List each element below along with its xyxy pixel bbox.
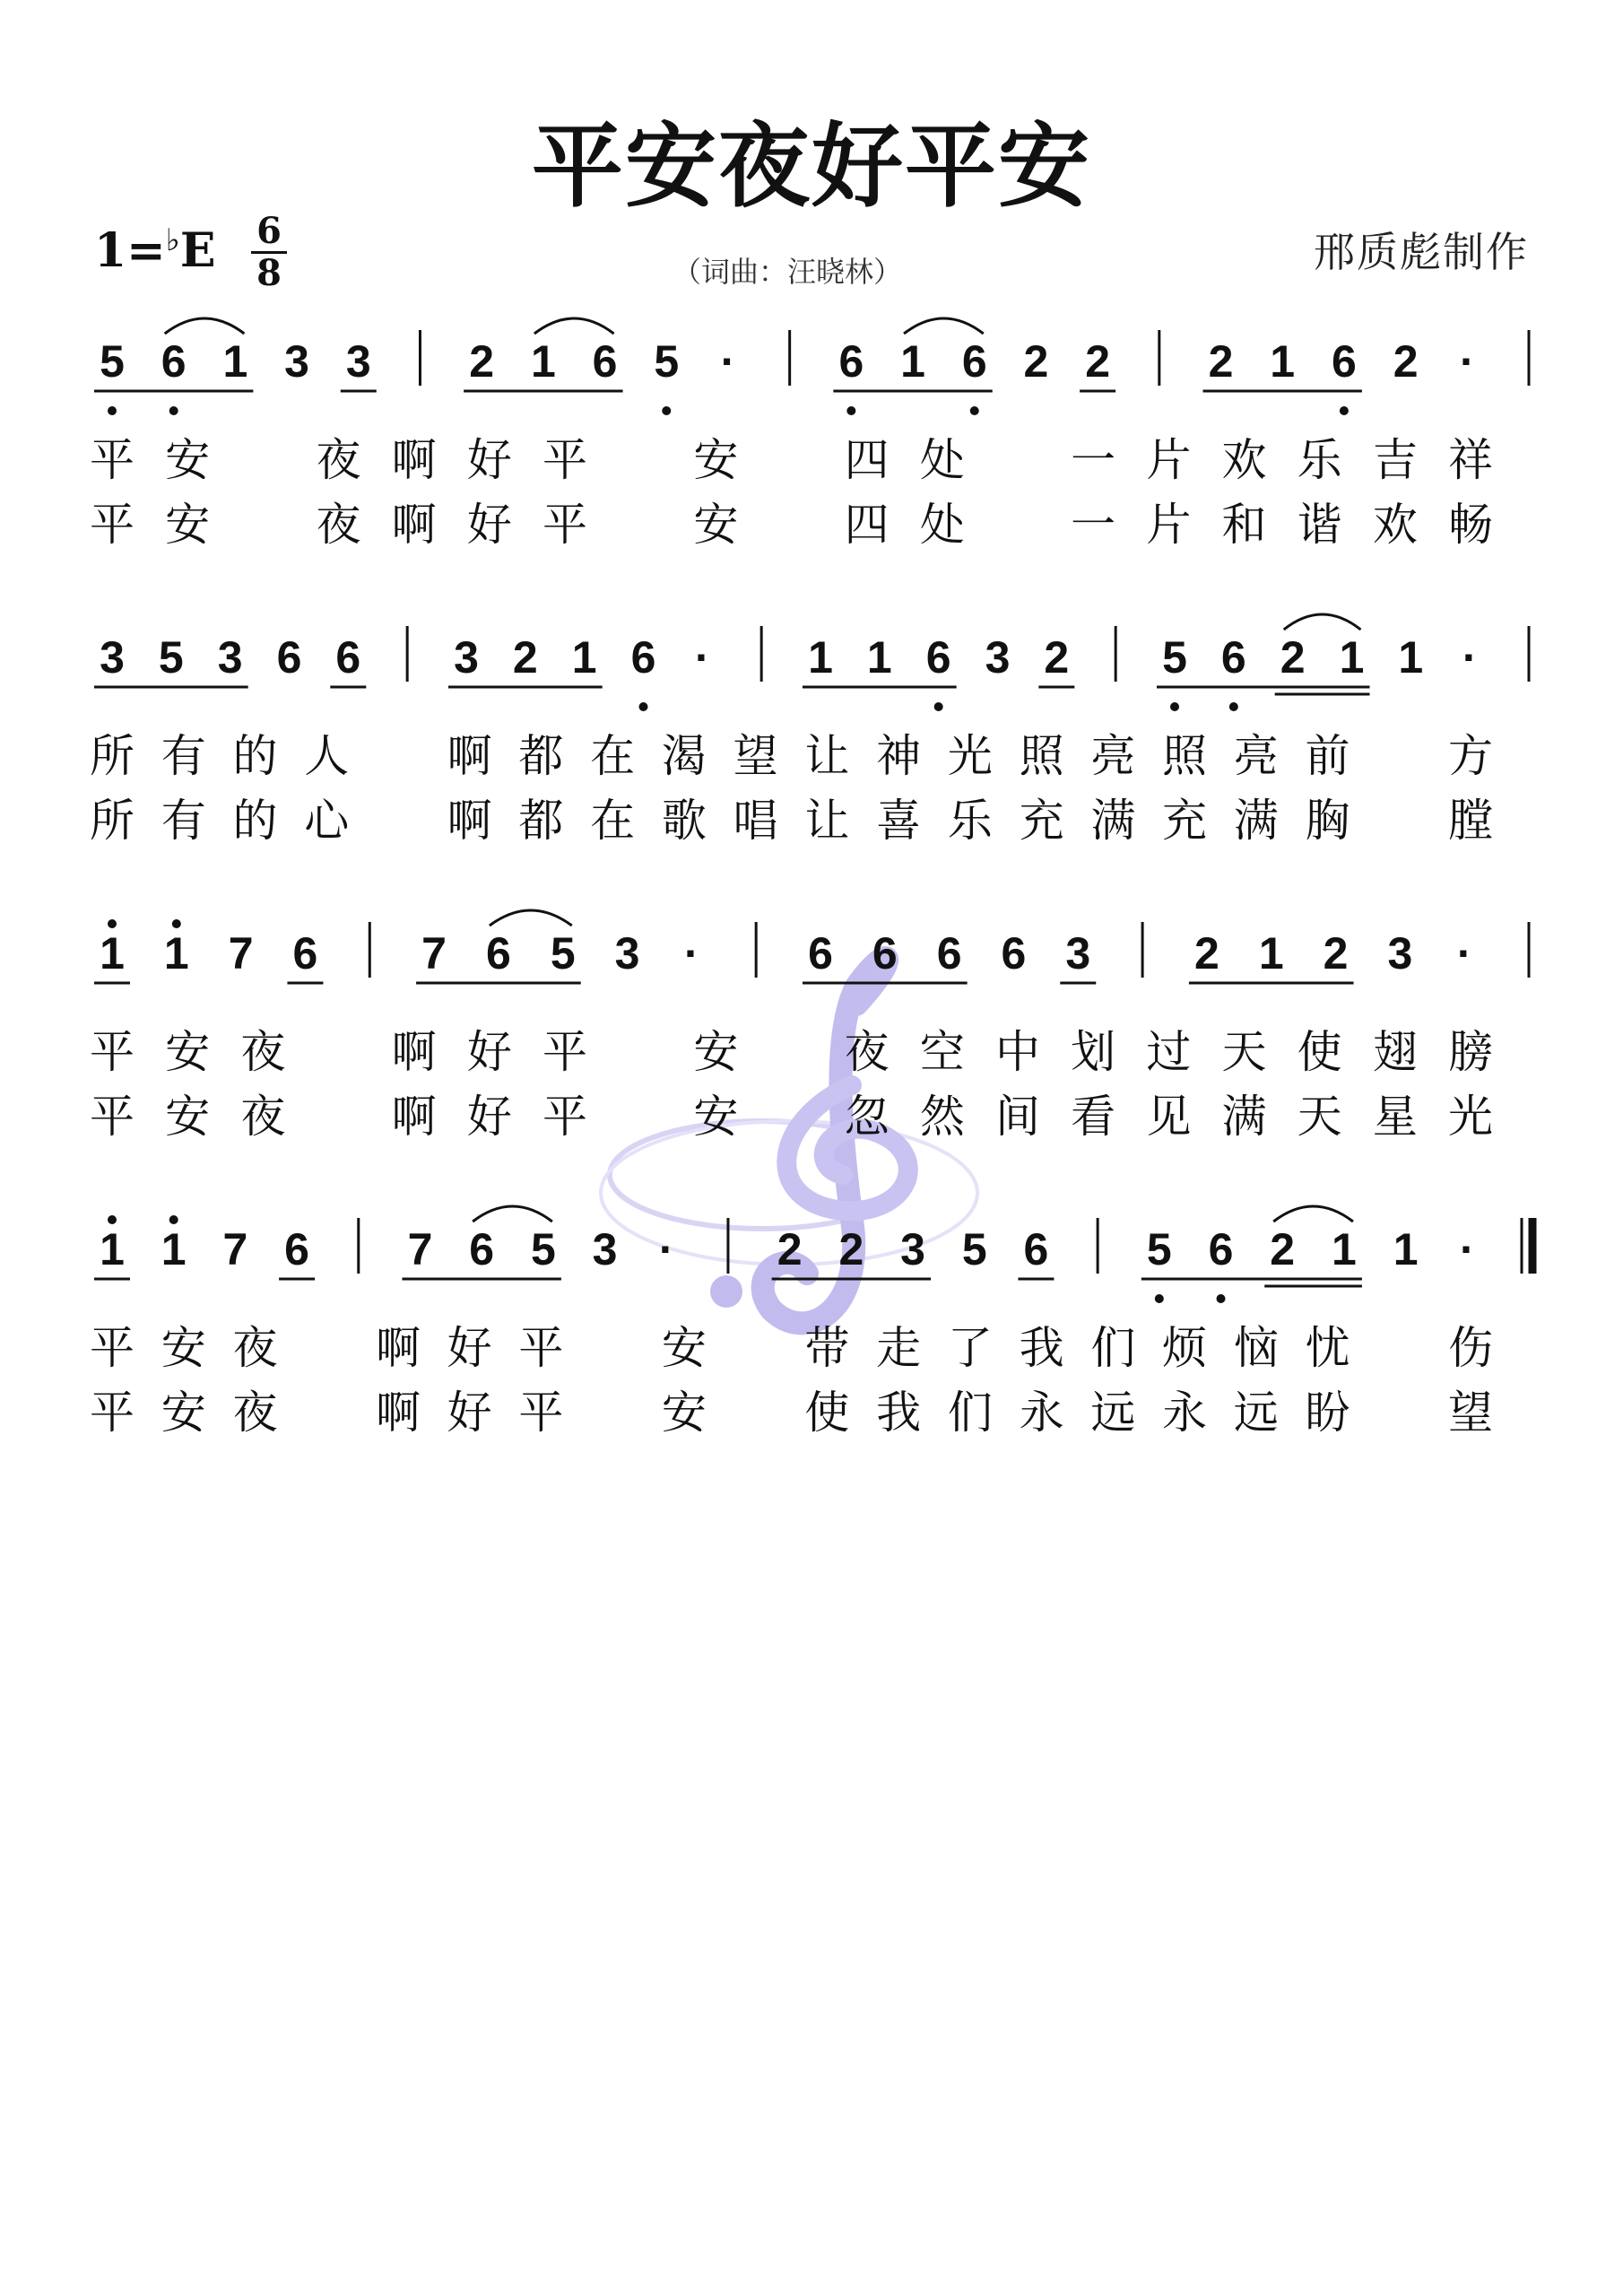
note: 1	[1258, 928, 1284, 978]
note: 7	[421, 928, 447, 978]
note: 6	[1001, 928, 1027, 978]
low-octave-dot	[169, 406, 178, 415]
lyric-verse2: 望	[1448, 1387, 1493, 1439]
lyric-verse2: 唱	[733, 795, 778, 847]
lyric-verse1: 乐	[1297, 434, 1342, 486]
lyric-verse1: 照	[1162, 730, 1208, 782]
note: 2	[1270, 1224, 1296, 1274]
note: 1	[100, 928, 125, 978]
lyric-verse2: 们	[947, 1387, 993, 1439]
lyric-verse1: 安	[165, 434, 211, 486]
note: 5	[530, 1224, 556, 1274]
note: 6	[872, 928, 898, 978]
low-octave-dot	[846, 406, 855, 415]
note: 6	[936, 928, 962, 978]
lyric-verse2: 平	[518, 1387, 564, 1439]
note: ·	[1459, 336, 1475, 387]
lyric-verse1: 了	[947, 1322, 993, 1374]
time-bottom: 8	[256, 252, 282, 294]
lyric-verse2: 满	[1221, 1091, 1267, 1143]
lyric-verse1: 平	[542, 434, 587, 486]
note: 3	[217, 632, 243, 683]
lyric-verse2: 啊	[447, 795, 492, 847]
slur	[534, 318, 614, 334]
note: 3	[1065, 928, 1091, 978]
lyric-verse1: 平	[518, 1322, 564, 1374]
note: 2	[1393, 336, 1419, 387]
note: 3	[284, 336, 309, 387]
note: 1	[1332, 1224, 1357, 1274]
low-octave-dot	[970, 406, 979, 415]
lyric-verse1: 啊	[391, 1026, 437, 1078]
lyric-verse1: 平	[542, 1026, 587, 1078]
lyric-verse2: 啊	[391, 499, 437, 551]
note: 2	[1044, 632, 1070, 683]
lyric-verse1: 的	[232, 730, 278, 782]
lyric-verse2: 平	[90, 1387, 135, 1439]
note: 6	[1332, 336, 1357, 387]
lyric-verse1: 翅	[1372, 1026, 1418, 1078]
lyric-verse1: 烦	[1162, 1322, 1208, 1374]
note: 1	[808, 632, 833, 683]
lyric-verse1: 中	[995, 1026, 1040, 1078]
low-octave-dot	[1217, 1294, 1226, 1303]
lyric-verse2: 好	[447, 1387, 492, 1439]
lyric-verse1: 划	[1071, 1026, 1116, 1078]
note: 6	[276, 632, 302, 683]
lyric-verse2: 永	[1019, 1387, 1064, 1439]
note: 3	[454, 632, 479, 683]
lyric-verse2: 安	[165, 1091, 211, 1143]
lyric-verse1: 安	[661, 1322, 707, 1374]
note: 2	[1323, 928, 1349, 978]
lyric-verse2: 膛	[1448, 795, 1493, 847]
notation-row	[90, 614, 1529, 847]
lyric-verse2: 盼	[1305, 1387, 1350, 1439]
note: ·	[1456, 928, 1472, 978]
high-octave-dot	[108, 919, 117, 928]
lyric-verse2: 安	[661, 1387, 707, 1439]
key-letter: E	[179, 223, 216, 278]
note: 6	[469, 1224, 495, 1274]
lyric-verse2: 星	[1372, 1091, 1418, 1143]
lyric-verse1: 望	[733, 730, 778, 782]
note: 6	[1023, 1224, 1049, 1274]
time-top: 6	[256, 210, 282, 252]
lyric-verse2: 处	[919, 499, 965, 551]
low-octave-dot	[662, 406, 671, 415]
lyric-verse1: 忧	[1305, 1322, 1350, 1374]
lyric-verse1: 我	[1019, 1322, 1064, 1374]
lyric-verse1: 啊	[447, 730, 492, 782]
note: 3	[1387, 928, 1413, 978]
lyric-verse1: 好	[466, 1026, 512, 1078]
lyric-verse1: 膀	[1448, 1026, 1493, 1078]
note: 2	[512, 632, 538, 683]
note: 5	[1146, 1224, 1172, 1274]
lyric-verse2: 然	[919, 1091, 965, 1143]
lyric-verse2: 乐	[947, 795, 993, 847]
lyric-verse2: 欢	[1372, 499, 1418, 551]
lyric-verse1: 有	[161, 730, 206, 782]
lyric-verse2: 天	[1297, 1091, 1342, 1143]
key-prefix: 1=	[94, 223, 166, 278]
lyric-verse1: 安	[161, 1322, 206, 1374]
lyric-verse1: 渴	[661, 730, 707, 782]
note: 1	[530, 336, 556, 387]
high-octave-dot	[169, 1215, 178, 1224]
note: 5	[961, 1224, 987, 1274]
lyric-verse2: 谐	[1297, 499, 1342, 551]
lyric-verse1: 平	[90, 434, 135, 486]
note: ·	[695, 632, 710, 683]
note: 1	[1398, 632, 1424, 683]
lyric-verse2: 远	[1233, 1387, 1279, 1439]
lyric-verse2: 有	[161, 795, 206, 847]
lyric-verse2: 好	[466, 499, 512, 551]
note: ·	[1459, 1224, 1475, 1274]
maker-name: 邢质彪制作	[1314, 228, 1529, 276]
note: 2	[1208, 336, 1234, 387]
lyric-verse1: 祥	[1448, 434, 1493, 486]
lyric-verse1: 伤	[1448, 1322, 1493, 1374]
lyric-verse1: 夜	[232, 1322, 278, 1374]
lyric-verse1: 欢	[1221, 434, 1267, 486]
lyric-verse1: 所	[90, 730, 135, 782]
note: 5	[654, 336, 680, 387]
note: 2	[1023, 336, 1049, 387]
lyric-verse1: 照	[1019, 730, 1064, 782]
lyric-verse1: 恼	[1233, 1322, 1279, 1374]
lyric-verse1: 平	[90, 1026, 135, 1078]
note: 1	[1270, 336, 1296, 387]
low-octave-dot	[639, 702, 648, 711]
low-octave-dot	[934, 702, 943, 711]
note: 1	[1393, 1224, 1419, 1274]
lyric-verse2: 看	[1071, 1091, 1116, 1143]
note: 1	[866, 632, 892, 683]
lyric-verse2: 胸	[1305, 795, 1350, 847]
lyric-verse1: 亮	[1090, 730, 1136, 782]
note: 6	[335, 632, 361, 683]
slur	[1284, 614, 1361, 630]
lyric-verse1: 们	[1090, 1322, 1136, 1374]
lyric-verse2: 平	[90, 1091, 135, 1143]
lyric-verse1: 前	[1305, 730, 1350, 782]
note: 2	[838, 1224, 864, 1274]
low-octave-dot	[108, 406, 117, 415]
note: 7	[228, 928, 254, 978]
note: ·	[684, 928, 699, 978]
note: 3	[100, 632, 125, 683]
lyric-verse1: 好	[466, 434, 512, 486]
lyric-verse1: 神	[876, 730, 922, 782]
lyric-verse2: 安	[693, 499, 739, 551]
note: 1	[1339, 632, 1365, 683]
note: 6	[961, 336, 987, 387]
lyric-verse1: 处	[919, 434, 965, 486]
lyric-verse2: 四	[844, 499, 890, 551]
low-octave-dot	[1340, 406, 1349, 415]
slur	[904, 318, 984, 334]
lyric-verse2: 啊	[375, 1387, 421, 1439]
lyric-verse2: 的	[232, 795, 278, 847]
lyric-verse2: 平	[90, 499, 135, 551]
notation-row	[90, 1206, 1532, 1439]
lyric-verse2: 喜	[876, 795, 922, 847]
lyric-verse2: 所	[90, 795, 135, 847]
low-octave-dot	[1170, 702, 1179, 711]
lyric-verse1: 空	[919, 1026, 965, 1078]
high-octave-dot	[172, 919, 181, 928]
note: 2	[777, 1224, 803, 1274]
slur	[490, 910, 572, 926]
lyric-verse1: 天	[1221, 1026, 1267, 1078]
lyric-verse2: 心	[304, 795, 350, 847]
lyric-verse1: 方	[1448, 730, 1493, 782]
lyric-verse1: 使	[1297, 1026, 1342, 1078]
lyric-verse2: 使	[804, 1387, 850, 1439]
lyric-verse1: 夜	[316, 434, 361, 486]
lyric-verse2: 忽	[844, 1091, 890, 1143]
lyric-verse1: 过	[1146, 1026, 1192, 1078]
lyric-verse2: 夜	[240, 1091, 286, 1143]
note: 6	[161, 336, 187, 387]
lyric-verse1: 平	[90, 1322, 135, 1374]
lyric-verse2: 和	[1221, 499, 1267, 551]
credit-line: （词曲：汪晓林）	[673, 255, 903, 289]
lyric-verse1: 夜	[240, 1026, 286, 1078]
note: 6	[292, 928, 318, 978]
note: 3	[985, 632, 1011, 683]
note: 6	[838, 336, 864, 387]
lyric-verse1: 光	[947, 730, 993, 782]
note: 1	[161, 1224, 187, 1274]
low-octave-dot	[1229, 702, 1238, 711]
note: 2	[469, 336, 495, 387]
lyric-verse2: 充	[1019, 795, 1064, 847]
lyric-verse1: 夜	[844, 1026, 890, 1078]
note: 7	[222, 1224, 248, 1274]
song-title: 平安夜好平安	[532, 113, 1091, 221]
note: 6	[925, 632, 951, 683]
lyric-verse1: 安	[693, 434, 739, 486]
lyric-verse2: 光	[1448, 1091, 1493, 1143]
lyric-verse2: 夜	[232, 1387, 278, 1439]
lyric-verse1: 啊	[391, 434, 437, 486]
note: 6	[808, 928, 833, 978]
note: 2	[1194, 928, 1219, 978]
slur	[473, 1206, 552, 1222]
note: 2	[1085, 336, 1111, 387]
lyric-verse2: 夜	[316, 499, 361, 551]
lyric-verse1: 啊	[375, 1322, 421, 1374]
slur	[1273, 1206, 1353, 1222]
slur	[165, 318, 245, 334]
lyric-verse2: 平	[542, 1091, 587, 1143]
lyric-verse2: 满	[1090, 795, 1136, 847]
lyric-verse2: 啊	[391, 1091, 437, 1143]
note: ·	[658, 1224, 674, 1274]
lyric-verse2: 安	[165, 499, 211, 551]
lyric-verse2: 间	[995, 1091, 1040, 1143]
note: 5	[158, 632, 184, 683]
lyric-verse2: 让	[804, 795, 850, 847]
lyric-verse2: 好	[466, 1091, 512, 1143]
lyric-verse1: 四	[844, 434, 890, 486]
note: 3	[345, 336, 371, 387]
lyric-verse1: 人	[304, 730, 350, 782]
lyric-verse1: 安	[165, 1026, 211, 1078]
note: 1	[900, 336, 925, 387]
lyric-verse1: 安	[693, 1026, 739, 1078]
note: 6	[1208, 1224, 1234, 1274]
lyric-verse2: 安	[693, 1091, 739, 1143]
note: 6	[486, 928, 511, 978]
note: 5	[550, 928, 576, 978]
lyric-verse1: 好	[447, 1322, 492, 1374]
lyric-verse1: 在	[590, 730, 636, 782]
lyric-verse2: 见	[1146, 1091, 1192, 1143]
note: 2	[1280, 632, 1306, 683]
note: 3	[900, 1224, 925, 1274]
lyric-verse1: 让	[804, 730, 850, 782]
lyric-verse2: 在	[590, 795, 636, 847]
note: 1	[571, 632, 597, 683]
lyric-verse1: 吉	[1372, 434, 1418, 486]
note: 5	[1162, 632, 1187, 683]
high-octave-dot	[108, 1215, 117, 1224]
note: 1	[163, 928, 189, 978]
note: 6	[1220, 632, 1246, 683]
lyric-verse2: 都	[518, 795, 564, 847]
lyric-verse1: 带	[804, 1322, 850, 1374]
lyric-verse2: 充	[1162, 795, 1208, 847]
lyric-verse2: 安	[161, 1387, 206, 1439]
note: 5	[100, 336, 125, 387]
note: 6	[592, 336, 618, 387]
lyric-verse2: 远	[1090, 1387, 1136, 1439]
lyric-verse2: 满	[1233, 795, 1279, 847]
lyric-verse2: 我	[876, 1387, 922, 1439]
lyric-verse2: 片	[1146, 499, 1192, 551]
note: 6	[630, 632, 656, 683]
lyric-verse1: 走	[876, 1322, 922, 1374]
lyric-verse2: 畅	[1448, 499, 1493, 551]
lyric-verse2: 平	[542, 499, 587, 551]
notation-row	[90, 318, 1529, 551]
note: ·	[720, 336, 736, 387]
lyric-verse2: 歌	[661, 795, 707, 847]
flat-sign: ♭	[165, 222, 180, 258]
note: 7	[407, 1224, 433, 1274]
low-octave-dot	[1155, 1294, 1164, 1303]
lyric-verse1: 一	[1071, 434, 1116, 486]
lyric-verse2: 一	[1071, 499, 1116, 551]
note: 1	[222, 336, 248, 387]
lyric-verse1: 都	[518, 730, 564, 782]
note: 3	[614, 928, 640, 978]
note: 3	[592, 1224, 618, 1274]
note: ·	[1462, 632, 1478, 683]
lyric-verse2: 永	[1162, 1387, 1208, 1439]
note: 1	[100, 1224, 125, 1274]
note: 6	[284, 1224, 309, 1274]
lyric-verse1: 片	[1146, 434, 1192, 486]
lyric-verse1: 亮	[1233, 730, 1279, 782]
